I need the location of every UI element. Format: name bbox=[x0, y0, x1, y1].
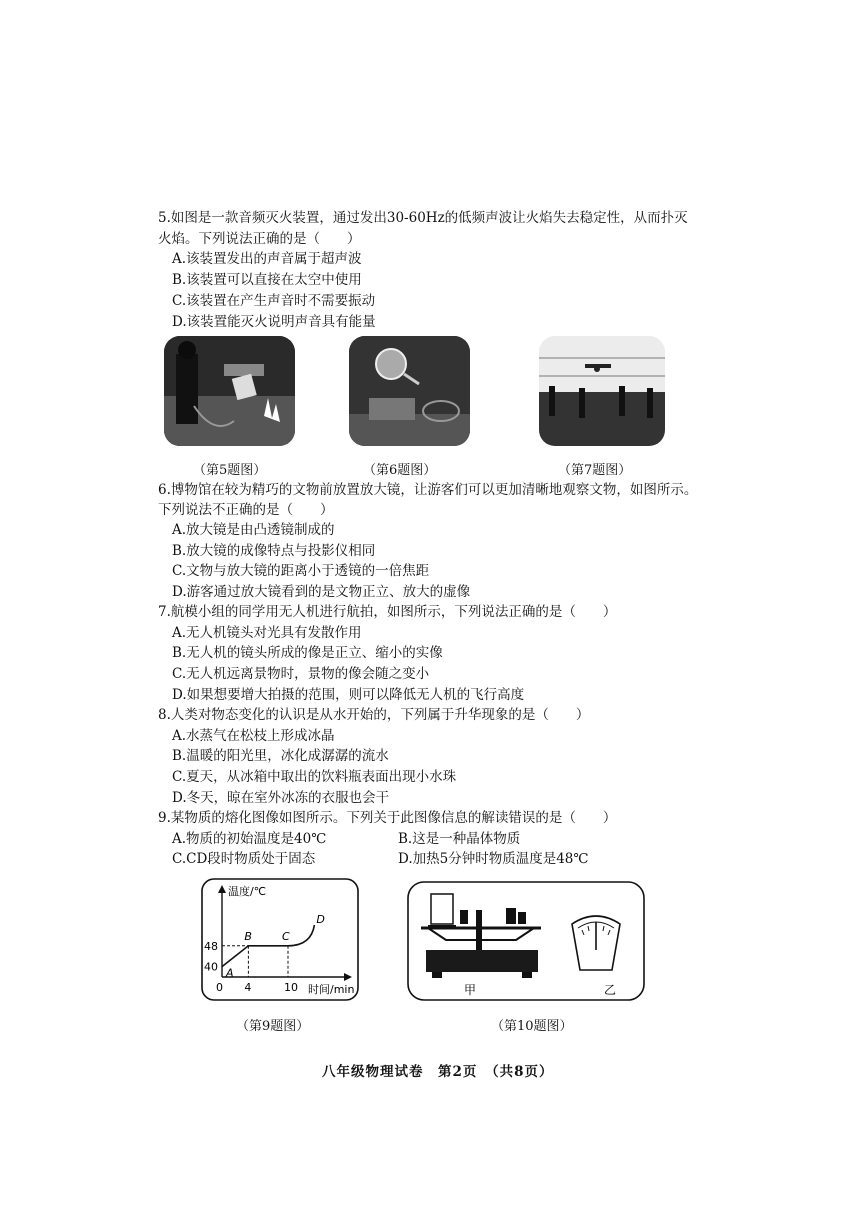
q8-option-d: D.冬天，晾在室外冰冻的衣服也会干 bbox=[172, 790, 390, 806]
q7-option-d: D.如果想要增大拍摄的范围，则可以降低无人机的飞行高度 bbox=[172, 687, 525, 703]
q8-option-c: C.夏天，从冰箱中取出的饮料瓶表面出现小水珠 bbox=[172, 769, 457, 785]
q8-stem: 8.人类对物态变化的认识是从水开始的，下列属于升华现象的是（ ） bbox=[158, 707, 590, 723]
q5-option-a: A.该装置发出的声音属于超声波 bbox=[172, 251, 362, 267]
fig9-point-label-c: C bbox=[282, 929, 290, 943]
fig9-y-tick-40: 40 bbox=[204, 960, 218, 974]
fig9-curve-abc bbox=[222, 946, 288, 967]
fig9-x-tick-4: 4 bbox=[244, 981, 252, 994]
fig10-label-yi: 乙 bbox=[604, 983, 617, 997]
fig9-y-tick-48: 48 bbox=[204, 939, 218, 953]
q6-option-b: B.放大镜的成像特点与投影仪相同 bbox=[172, 543, 376, 559]
q7-option-a: A.无人机镜头对光具有发散作用 bbox=[172, 625, 362, 641]
q6-option-c: C.文物与放大镜的距离小于透镜的一倍焦距 bbox=[172, 563, 430, 579]
fig9-xlabel: 时间/min bbox=[308, 983, 355, 996]
fig9-origin: 0 bbox=[216, 981, 223, 994]
q5-stem-line2: 火焰。下列说法正确的是（ ） bbox=[158, 231, 361, 247]
q6-option-a: A.放大镜是由凸透镜制成的 bbox=[172, 522, 335, 538]
fig6-photo bbox=[349, 336, 470, 446]
fig9-x-arrow bbox=[344, 973, 352, 981]
q9-stem: 9.某物质的熔化图像如图所示。下列关于此图像信息的解读错误的是（ ） bbox=[158, 810, 617, 826]
fig9-point-label-d: D bbox=[316, 913, 325, 926]
fig9-y-arrow bbox=[218, 885, 226, 893]
q6-option-d: D.游客通过放大镜看到的是文物正立、放大的虚像 bbox=[172, 584, 471, 600]
q8-option-a: A.水蒸气在松枝上形成冰晶 bbox=[172, 728, 335, 744]
page-footer: 八年级物理试卷 第2页 （共8页） bbox=[322, 1064, 554, 1080]
fig9-caption: （第9题图） bbox=[236, 1019, 310, 1034]
q9-option-b: B.这是一种晶体物质 bbox=[398, 831, 521, 847]
q8-option-b: B.温暖的阳光里，冰化成潺潺的流水 bbox=[172, 748, 389, 764]
q5-option-c: C.该装置在产生声音时不需要振动 bbox=[172, 293, 376, 309]
fig9-point-label-b: B bbox=[244, 929, 252, 943]
fig5-caption: （第5题图） bbox=[193, 463, 267, 478]
fig5-photo bbox=[164, 336, 295, 446]
q9-option-c: C.CD段时物质处于固态 bbox=[172, 851, 316, 867]
fig9-ylabel: 温度/℃ bbox=[228, 885, 267, 898]
fig9-x-tick-10: 10 bbox=[284, 981, 298, 994]
q9-option-a: A.物质的初始温度是40℃ bbox=[172, 831, 327, 847]
fig10-figure bbox=[406, 880, 646, 1002]
q5-stem-line1: 5.如图是一款音频灭火装置，通过发出30-60Hz的低频声波让火焰失去稳定性，从而扑灭 bbox=[158, 210, 688, 226]
balance-illustration bbox=[421, 894, 541, 978]
fig9-graph bbox=[200, 877, 360, 1002]
fig10-caption: （第10题图） bbox=[491, 1019, 573, 1034]
q6-stem-line2: 下列说法不正确的是（ ） bbox=[158, 502, 334, 518]
q9-option-d: D.加热5分钟时物质温度是48℃ bbox=[398, 851, 589, 867]
fig6-caption: （第6题图） bbox=[363, 463, 437, 478]
fig9-curve-cd bbox=[288, 925, 314, 946]
fig7-photo bbox=[539, 336, 665, 446]
q6-stem-line1: 6.博物馆在较为精巧的文物前放置放大镜，让游客们可以更加清晰地观察文物，如图所示。 bbox=[158, 482, 698, 498]
q7-stem: 7.航模小组的同学用无人机进行航拍，如图所示，下列说法正确的是（ ） bbox=[158, 604, 617, 620]
fig10-label-jia: 甲 bbox=[464, 983, 477, 997]
q7-option-c: C.无人机远离景物时，景物的像会随之变小 bbox=[172, 666, 430, 682]
q5-option-b: B.该装置可以直接在太空中使用 bbox=[172, 272, 362, 288]
q7-option-b: B.无人机的镜头所成的像是正立、缩小的实像 bbox=[172, 645, 443, 661]
fig9-point-label-a: A bbox=[226, 966, 234, 980]
scale-dial-illustration bbox=[572, 916, 620, 970]
fig9-frame bbox=[202, 879, 358, 1000]
q5-option-d: D.该装置能灭火说明声音具有能量 bbox=[172, 314, 376, 330]
fig7-caption: （第7题图） bbox=[558, 463, 632, 478]
